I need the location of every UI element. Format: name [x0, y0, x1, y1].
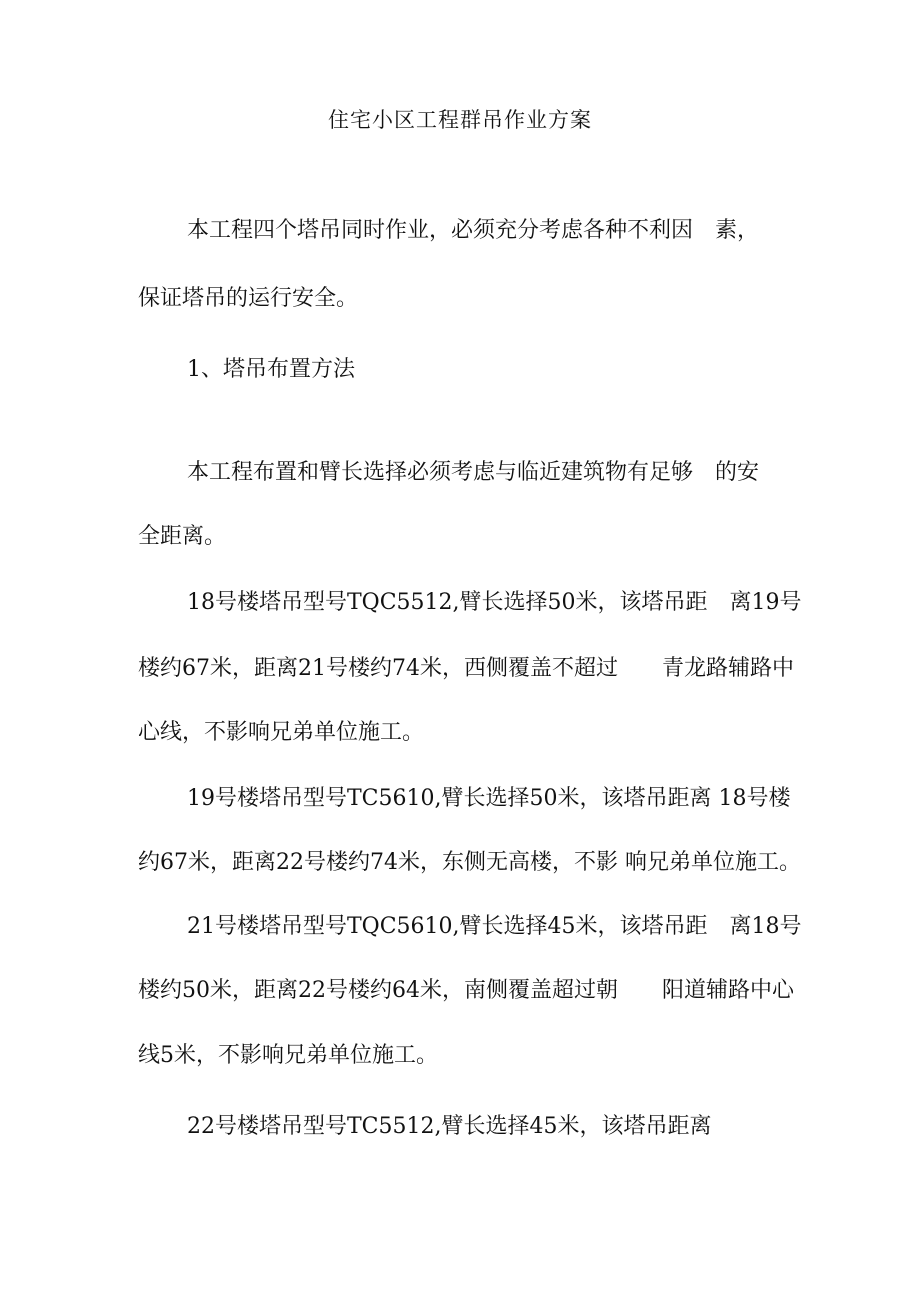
- section-heading: 1、塔吊布置方法: [187, 357, 355, 382]
- paragraph-line: 本工程布置和臂长选择必须考虑与临近建筑物有足够 的安: [187, 460, 760, 485]
- paragraph-line: 18号楼塔吊型号TQC5512,臂长选择50米，该塔吊距 离19号: [187, 590, 802, 615]
- paragraph-line: 约67米，距离22号楼约74米，东侧无高楼，不影 响兄弟单位施工。: [138, 850, 801, 875]
- paragraph-line: 楼约67米，距离21号楼约74米，西侧覆盖不超过 青龙路辅路中: [138, 656, 794, 681]
- paragraph-line: 线5米，不影响兄弟单位施工。: [138, 1043, 438, 1068]
- paragraph-line: 全距离。: [138, 524, 227, 549]
- paragraph-line: 本工程四个塔吊同时作业，必须充分考虑各种不利因 素，: [187, 218, 760, 243]
- document-title: 住宅小区工程群吊作业方案: [328, 108, 592, 132]
- paragraph-line: 楼约50米，距离22号楼约64米，南侧覆盖超过朝 阳道辅路中心: [138, 978, 794, 1003]
- paragraph-line: 22号楼塔吊型号TC5512,臂长选择45米，该塔吊距离: [187, 1114, 712, 1139]
- paragraph-line: 保证塔吊的运行安全。: [138, 286, 359, 311]
- paragraph-line: 心线，不影响兄弟单位施工。: [138, 720, 425, 745]
- paragraph-line: 21号楼塔吊型号TQC5610,臂长选择45米，该塔吊距 离18号: [187, 914, 802, 939]
- paragraph-line: 19号楼塔吊型号TC5610,臂长选择50米，该塔吊距离 18号楼: [187, 786, 791, 811]
